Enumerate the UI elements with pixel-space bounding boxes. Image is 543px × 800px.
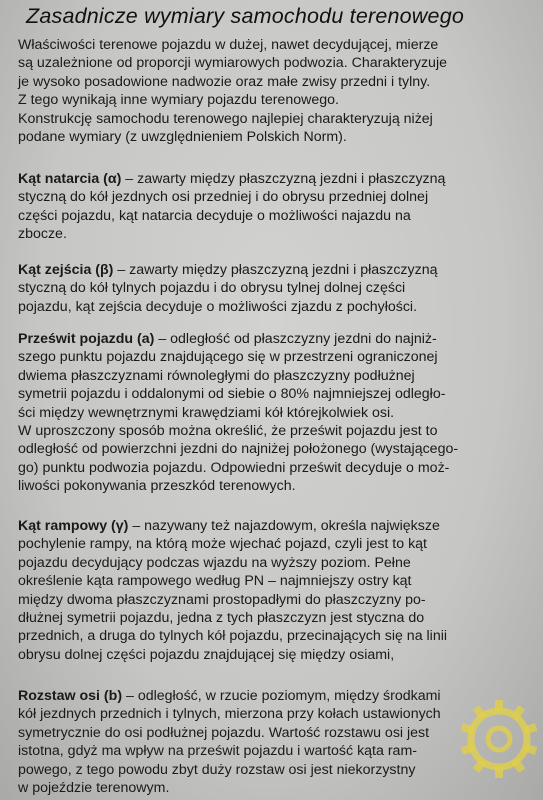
definition-wheelbase: – odległość, w rzucie poziomym, między środkami kół jezdnych przednich i tylnych, mierzona przy kołach ustawionych symetrycznie do osi podłużnej pojazdu. Wartość rozstawu osi jest istotna, gdyż ma wpływ na prześwit pojazdu i wartość kąta ram- powego, z tego powodu zbyt duży rozstaw osi jest niekorzystny w pojeździe terenowym.: [18, 688, 441, 797]
section-ground-clearance: [18, 330, 528, 496]
term-approach-angle: Kąt natarcia (α): [18, 171, 122, 187]
definition-approach-angle: – zawarty między płaszczyzną jezdni i płaszczyzną styczną do kół jezdnych osi przedniej i do obrysu przedniej dolnej części pojazdu, kąt natarcia decyduje o możliwości najazdu na zbocze.: [18, 171, 446, 243]
page-title: Zasadnicze wymiary samochodu terenowego: [26, 4, 465, 28]
term-wheelbase: Rozstaw osi (b): [18, 688, 123, 704]
definition-ramp-angle: – nazywany też najazdowym, określa największe pochylenie rampy, na którą może wjechać pojazd, czyli jest to kąt pojazdu decydujący podczas wjazdu na wyższy poziom. Pełne określenie kąta rampowego według PN – najmniejszy ostry kąt między dwoma płaszczyznami prostopadłymi do płaszczyzny po- dłużnej symetrii pojazdu, jedna z tych płaszczyzn jest styczna do przednich, a druga do tylnych kół pojazdu, przecinających się na linii obrysu dolnej części pojazdu znajdującej się między osiami,: [18, 518, 448, 663]
definition-ground-clearance: – odległość od płaszczyzny jezdni do najniż- szego punktu pojazdu znajdującego się w przestrzeni ograniczonej dwiema płaszczyznami równoległymi do płaszczyzny podłużnej symetrii pojazdu i oddalonymi od siebie o 80% najmniejszej odległo- ści między wewnętrznymi krawędziami kół którejkolwiek osi. W uproszczony sposób można określić, że prześwit pojazdu jest to odległość od powierzchni jezdni do najniżej położonego (wystającego- go) punktu podwozia pojazdu. Odpowiedni prześwit decyduje o moż- liwości pokonywania przeszkód terenowych.: [18, 331, 459, 495]
term-ramp-angle: Kąt rampowy (γ): [18, 518, 129, 534]
gear-tooth: [495, 766, 503, 778]
section-departure-angle: [18, 261, 528, 316]
section-approach-angle: [18, 170, 528, 244]
intro-paragraph: Właściwości terenowe pojazdu w dużej, nawet decydującej, mierze są uzależnione od proporcji wymiarowych podwozia. Charakteryzuje je wysoko posadowione nadwozie oraz małe zwisy przedni i tylny. Z tego wynikają inne wymiary pojazdu terenowego. Konstrukcję samochodu terenowego najlepiej charakteryzują niżej podane wymiary (z uwzględnieniem Polskich Norm).: [18, 37, 447, 146]
section-ramp-angle: [18, 517, 528, 664]
gear-tooth: [495, 700, 503, 712]
term-departure-angle: Kąt zejścia (β): [18, 262, 114, 278]
gear-logo-icon: [454, 694, 543, 784]
definition-departure-angle: – zawarty między płaszczyzną jezdni i płaszczyzną styczną do kół tylnych pojazdu i do obrysu tylnej dolnej części pojazdu, kąt zejścia decyduje o możliwości zjazdu z pochyłości.: [18, 262, 438, 315]
section-wheelbase: [18, 687, 528, 797]
term-ground-clearance: Prześwit pojazdu (a): [18, 331, 155, 347]
